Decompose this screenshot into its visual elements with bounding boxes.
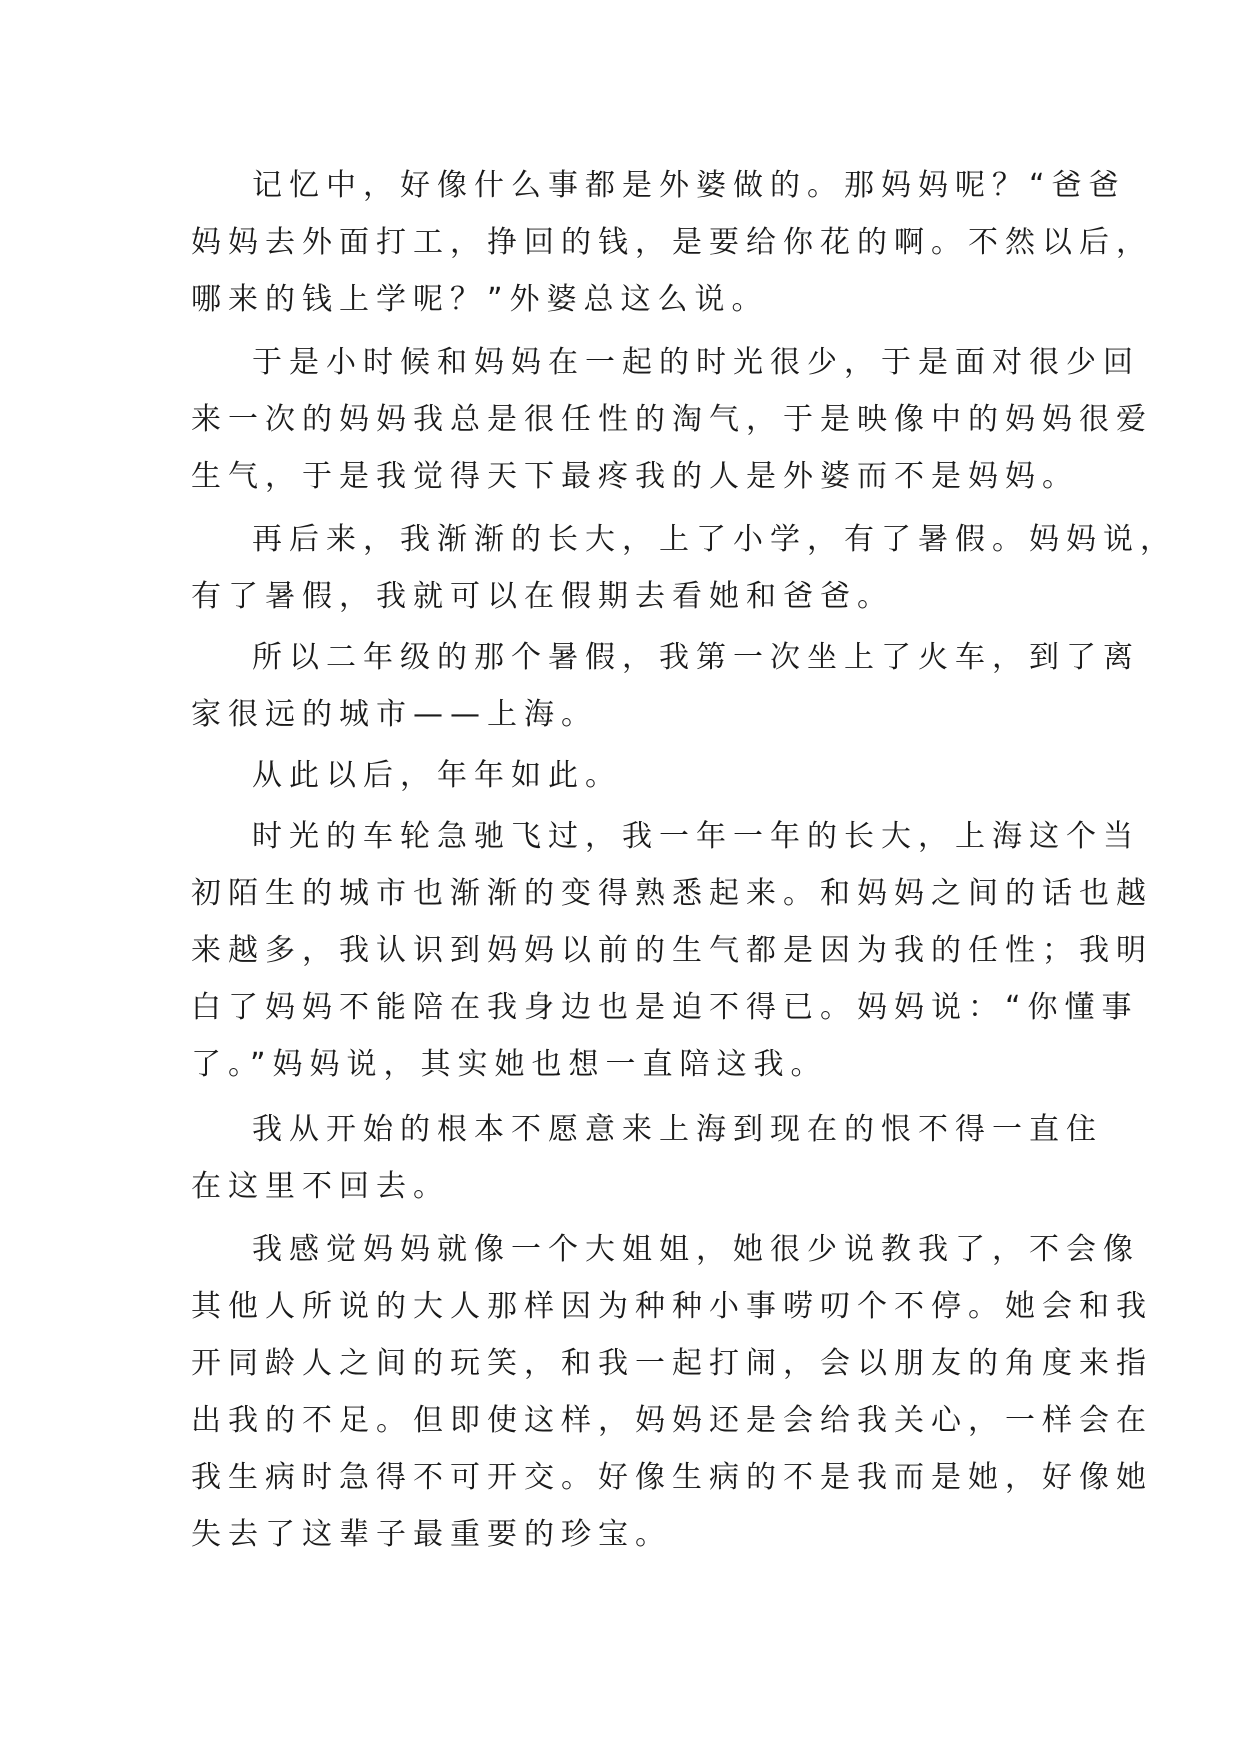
text-line: 我生病时急得不可开交。好像生病的不是我而是她，好像她: [191, 1460, 1153, 1495]
text-line: 来一次的妈妈我总是很任性的淘气，于是映像中的妈妈很爱: [191, 402, 1153, 437]
text-line: 记忆中，好像什么事都是外婆做的。那妈妈呢？“爸爸: [252, 168, 1126, 203]
text-line: 从此以后，年年如此。: [252, 758, 622, 793]
text-line: 在这里不回去。: [191, 1169, 450, 1204]
text-line: 初陌生的城市也渐渐的变得熟悉起来。和妈妈之间的话也越: [191, 876, 1153, 911]
text-line: 于是小时候和妈妈在一起的时光很少，于是面对很少回: [252, 345, 1140, 380]
text-line: 了。”妈妈说，其实她也想一直陪这我。: [191, 1047, 828, 1082]
text-line: 出我的不足。但即使这样，妈妈还是会给我关心，一样会在: [191, 1403, 1153, 1438]
text-line: 有了暑假，我就可以在假期去看她和爸爸。: [191, 579, 894, 614]
text-line: 再后来，我渐渐的长大，上了小学，有了暑假。妈妈说，: [252, 522, 1177, 557]
text-line: 其他人所说的大人那样因为种种小事唠叨个不停。她会和我: [191, 1289, 1153, 1324]
text-line: 我从开始的根本不愿意来上海到现在的恨不得一直住: [252, 1112, 1103, 1147]
text-line: 白了妈妈不能陪在我身边也是迫不得已。妈妈说：“你懂事: [191, 990, 1139, 1025]
text-line: 开同龄人之间的玩笑，和我一起打闹，会以朋友的角度来指: [191, 1346, 1153, 1381]
text-line: 哪来的钱上学呢？”外婆总这么说。: [191, 282, 769, 317]
text-line: 所以二年级的那个暑假，我第一次坐上了火车，到了离: [252, 640, 1140, 675]
text-line: 生气，于是我觉得天下最疼我的人是外婆而不是妈妈。: [191, 459, 1079, 494]
text-line: 妈妈去外面打工，挣回的钱，是要给你花的啊。不然以后，: [191, 225, 1153, 260]
text-line: 来越多，我认识到妈妈以前的生气都是因为我的任性；我明: [191, 933, 1153, 968]
text-line: 家很远的城市——上海。: [191, 697, 598, 732]
text-line: 时光的车轮急驰飞过，我一年一年的长大，上海这个当: [252, 819, 1140, 854]
text-line: 失去了这辈子最重要的珍宝。: [191, 1517, 672, 1552]
text-line: 我感觉妈妈就像一个大姐姐，她很少说教我了，不会像: [252, 1232, 1140, 1267]
